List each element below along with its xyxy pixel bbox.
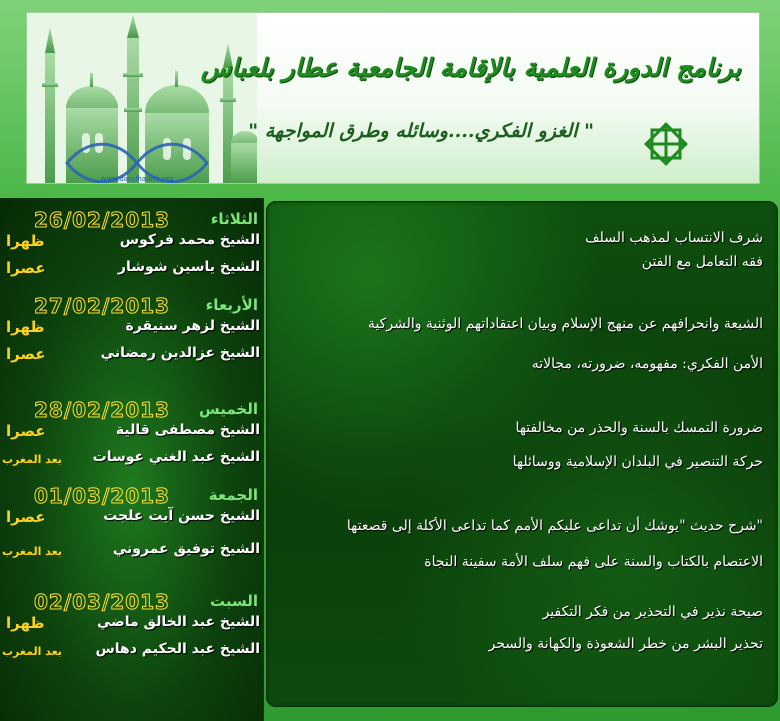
day-date: 27/02/2013 [34,294,170,318]
sheikh-name: الشيخ عزالدين رمضاني [100,345,260,361]
topic-item: الاعتصام بالكتاب والسنة على فهم سلف الأمة سفينة النجاة [424,554,763,570]
day-name: الخميس [199,400,258,418]
sheikh-name: الشيخ عبد الغني عوسات [92,449,260,465]
schedule-row [0,343,264,370]
schedule-row [0,639,264,666]
topic-item: ضرورة التمسك بالسنة والحذر من مخالفتها [515,420,763,436]
session-time: عصرا [6,422,46,440]
topic-item: شرف الانتساب لمذهب السلف [585,230,763,246]
day-date: 28/02/2013 [34,398,170,422]
schedule-row [0,420,264,447]
schedule-row [0,447,264,474]
day-header [0,398,264,420]
mosque-silhouette-icon [27,13,257,184]
day-header [0,484,264,506]
session-time: بعد المغرب [2,545,62,558]
schedule-row [0,316,264,343]
day-name: الأربعاء [205,296,258,314]
day-date: 26/02/2013 [34,208,170,232]
schedule-row [0,230,264,257]
day-block-thursday [0,398,264,474]
day-block-tuesday [0,208,264,284]
session-time: عصرا [6,259,46,277]
topic-item: تحذير البشر من خطر الشعوذة والكهانة والسحر [488,636,763,652]
day-header [0,208,264,230]
page-subtitle: " الغزو الفكري....وسائله وطرق المواجهة " [248,120,594,142]
day-name: السبت [209,592,258,610]
day-header [0,590,264,612]
logo-caption: www.darulhadith.org [100,175,174,183]
session-time: بعد المغرب [2,453,62,466]
sheikh-name: الشيخ محمد فركوس [119,232,260,248]
day-name: الجمعة [208,486,258,504]
sheikh-name: الشيخ عبد الخالق ماضي [97,614,260,630]
session-time: عصرا [6,345,46,363]
topic-item: الأمن الفكري: مفهومه، ضرورته، مجالاته [531,356,763,372]
sheikh-name: الشيخ لزهر سنيقرة [125,318,260,334]
day-block-wednesday [0,294,264,370]
session-time: عصرا [6,508,46,526]
session-time: ظهرا [6,232,45,250]
topic-item: "شرح حديث "يوشك أن تداعى عليكم الأمم كما تداعى الأكلة إلى قصعتها [346,518,763,534]
sheikh-name: الشيخ توفيق عمروني [112,541,260,557]
day-name: الثلاثاء [210,210,258,228]
schedule-row [0,257,264,284]
schedule-row [0,612,264,639]
session-time: ظهرا [6,318,45,336]
day-block-saturday [0,590,264,666]
topics-panel [266,201,778,707]
day-block-friday [0,484,264,566]
sheikh-name: الشيخ مصطفى قالية [115,422,260,438]
sheikh-name: الشيخ عبد الحكيم دهاس [95,641,260,657]
topic-item: حركة التنصير في البلدان الإسلامية ووسائلها [512,454,763,470]
islamic-star-icon [643,121,689,167]
sheikh-name: الشيخ حسن آيت علجت [103,508,260,524]
sheikh-name: الشيخ ياسين شوشار [117,259,260,275]
page-title: برنامج الدورة العلمية بالإقامة الجامعية عطار بلعباس [200,53,741,82]
topic-item: الشيعة وانحرافهم عن منهج الإسلام وبيان اعتقاداتهم الوثنية والشركية [367,316,763,332]
session-time: ظهرا [6,614,45,632]
day-date: 01/03/2013 [34,484,170,508]
topic-item: فقه التعامل مع الفتن [641,254,763,270]
header-banner [26,12,760,184]
session-time: بعد المغرب [2,645,62,658]
schedule-row [0,539,264,566]
topic-item: صيحة نذير في التحذير من فكر التكفير [542,604,763,620]
day-date: 02/03/2013 [34,590,170,614]
schedule-row [0,506,264,533]
schedule-panel [0,198,264,721]
day-header [0,294,264,316]
